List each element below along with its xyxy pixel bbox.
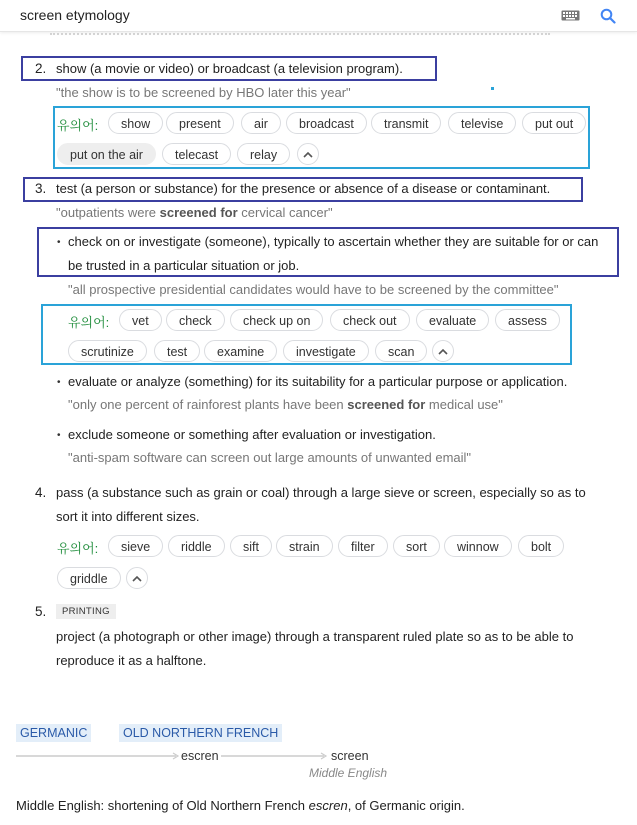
clipped-text-remnant — [50, 33, 550, 39]
search-input[interactable]: screen etymology — [20, 7, 130, 23]
synonym-chip[interactable]: show — [108, 112, 163, 134]
sense-number: 4. — [35, 485, 47, 500]
synonym-chip[interactable]: winnow — [444, 535, 512, 557]
sense-number: 2. — [35, 61, 47, 76]
sense-example: "outpatients were screened for cervical cancer" — [56, 205, 333, 220]
sense-definition-line1: pass (a substance such as grain or coal) through a large sieve or screen, especially so as to — [56, 485, 586, 500]
sense-number: 3. — [35, 181, 47, 196]
synonym-chip[interactable]: griddle — [57, 567, 121, 589]
subsense-example: "anti-spam software can screen out large amounts of unwanted email" — [68, 450, 472, 465]
synonym-chip[interactable]: relay — [237, 143, 290, 165]
synonym-chip[interactable]: strain — [276, 535, 333, 557]
subsense-definition-line2: be trusted in a particular situation or job. — [68, 258, 300, 273]
synonym-chip[interactable]: transmit — [371, 112, 441, 134]
collapse-button[interactable] — [297, 143, 319, 165]
synonym-chip[interactable]: investigate — [283, 340, 369, 362]
etymology-word: screen — [331, 749, 369, 763]
synonyms-label: 유의어: — [57, 118, 99, 133]
etymology-origin: Middle English: shortening of Old Northern French escren, of Germanic origin. — [16, 798, 465, 813]
chevron-up-icon — [438, 348, 448, 355]
subsense-example: "all prospective presidential candidates would have to be screened by the committee" — [68, 282, 559, 297]
synonyms-label: 유의어: — [57, 541, 99, 556]
bullet: • — [57, 377, 61, 388]
synonym-chip[interactable]: check — [166, 309, 225, 331]
sense-definition-line1: project (a photograph or other image) through a transparent ruled plate so as to be able to — [56, 629, 574, 644]
synonym-chip[interactable]: telecast — [162, 143, 231, 165]
synonym-chip[interactable]: air — [241, 112, 281, 134]
synonym-chip[interactable]: present — [166, 112, 234, 134]
sense-definition-line2: sort it into different sizes. — [56, 509, 200, 524]
synonym-chip[interactable]: riddle — [168, 535, 225, 557]
sense-definition-line2: reproduce it as a halftone. — [56, 653, 207, 668]
synonym-chip[interactable]: sift — [230, 535, 272, 557]
synonym-chip[interactable]: filter — [338, 535, 388, 557]
sense-definition: show (a movie or video) or broadcast (a television program). — [56, 61, 403, 76]
bullet: • — [57, 430, 61, 441]
sense-number: 5. — [35, 604, 47, 619]
synonym-chip[interactable]: sort — [393, 535, 440, 557]
synonym-chip[interactable]: televise — [448, 112, 516, 134]
synonym-chip[interactable]: put out — [522, 112, 586, 134]
subsense-definition-line1: check on or investigate (someone), typically to ascertain whether they are suitable for or can — [68, 234, 599, 249]
etymology-language: Middle English — [309, 766, 388, 780]
synonym-chip[interactable]: check up on — [230, 309, 323, 331]
domain-tag: PRINTING — [56, 604, 116, 619]
chevron-up-icon — [303, 151, 313, 158]
etymology-tag[interactable]: OLD NORTHERN FRENCH — [119, 724, 282, 742]
bullet: • — [57, 237, 61, 248]
synonym-chip[interactable]: vet — [119, 309, 162, 331]
marker-dot — [491, 87, 494, 90]
etymology-timeline — [16, 751, 336, 761]
keyboard-icon[interactable] — [561, 10, 580, 21]
sense-example: "the show is to be screened by HBO later this year" — [56, 85, 351, 100]
synonym-chip[interactable]: scrutinize — [68, 340, 147, 362]
subsense-definition: evaluate or analyze (something) for its suitability for a particular purpose or application. — [68, 374, 568, 389]
synonym-chip[interactable]: scan — [375, 340, 427, 362]
synonym-chip[interactable]: assess — [495, 309, 560, 331]
synonyms-label: 유의어: — [68, 315, 110, 330]
sense-definition: test (a person or substance) for the presence or absence of a disease or contaminant. — [56, 181, 551, 196]
synonym-chip[interactable]: test — [154, 340, 200, 362]
subsense-definition: exclude someone or something after evaluation or investigation. — [68, 427, 436, 442]
synonym-chip[interactable]: examine — [204, 340, 277, 362]
search-icon[interactable] — [600, 8, 616, 24]
collapse-button[interactable] — [432, 340, 454, 362]
etymology-tag[interactable]: GERMANIC — [16, 724, 91, 742]
chevron-up-icon — [132, 575, 142, 582]
synonym-chip[interactable]: evaluate — [416, 309, 489, 331]
synonym-chip[interactable]: put on the air — [57, 143, 156, 165]
synonym-chip[interactable]: check out — [330, 309, 410, 331]
synonym-chip[interactable]: broadcast — [286, 112, 367, 134]
synonym-chip[interactable]: bolt — [518, 535, 564, 557]
subsense-example: "only one percent of rainforest plants have been screened for medical use" — [68, 397, 503, 412]
collapse-button[interactable] — [126, 567, 148, 589]
etymology-word: escren — [181, 749, 219, 763]
synonym-chip[interactable]: sieve — [108, 535, 163, 557]
